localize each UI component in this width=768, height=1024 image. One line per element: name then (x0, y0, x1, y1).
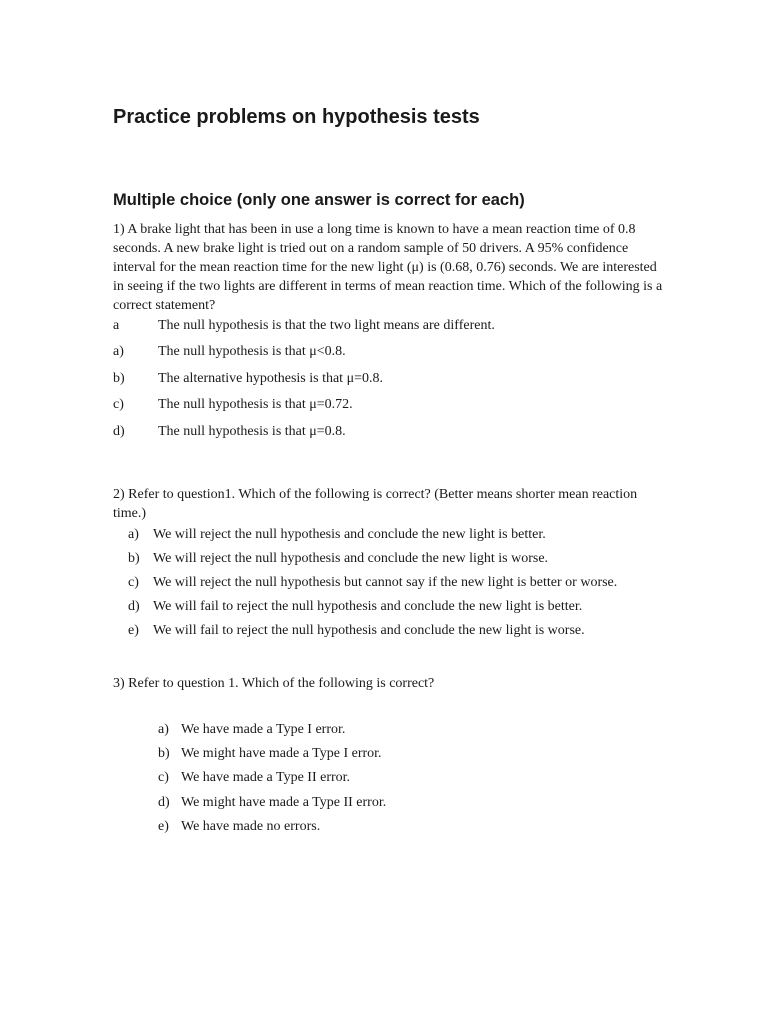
option-marker: a) (158, 722, 169, 737)
option-text: The null hypothesis is that μ=0.8. (158, 424, 346, 439)
section-heading: Multiple choice (only one answer is correct for each) (113, 191, 525, 209)
option-marker: b) (128, 551, 140, 566)
option-text: We might have made a Type I error. (181, 746, 382, 761)
question-1-text: 1) A brake light that has been in use a long time is known to have a mean reaction time of 0.8 seconds. A new brake light is tried out on a random sample of 50 drivers. A 95% confidence interval for the mean reaction time for the new light (μ) is (0.68, 0.76) seconds. We are interested in seeing if the two lights are different in terms of mean reaction time. Which of the following is a correct statement? (113, 222, 663, 313)
question-3-text: 3) Refer to question 1. Which of the following is correct? (113, 676, 435, 691)
option-text: The null hypothesis is that the two light means are different. (158, 318, 495, 333)
option-marker: b) (158, 746, 170, 761)
option-text: We will reject the null hypothesis and conclude the new light is better. (153, 527, 546, 542)
option-text: We will fail to reject the null hypothesis and conclude the new light is better. (153, 599, 583, 614)
option-text: We will reject the null hypothesis and conclude the new light is worse. (153, 551, 549, 566)
option-marker: d) (158, 795, 170, 810)
option-text: We have made a Type I error. (181, 722, 346, 737)
option-marker: d) (113, 424, 125, 439)
option-marker: b) (113, 371, 125, 386)
option-marker: c) (158, 770, 169, 785)
option-marker: a) (113, 344, 124, 359)
option-marker: d) (128, 599, 140, 614)
option-text: The null hypothesis is that μ=0.72. (158, 397, 353, 412)
option-text: We have made a Type II error. (181, 770, 351, 785)
option-text: We have made no errors. (181, 819, 321, 834)
option-text: We will reject the null hypothesis but cannot say if the new light is better or worse. (153, 575, 618, 590)
question-2-text: 2) Refer to question1. Which of the following is correct? (Better means shorter mean reaction time.) (113, 487, 638, 521)
option-marker: e) (128, 623, 139, 638)
option-text: We might have made a Type II error. (181, 795, 387, 810)
page-title: Practice problems on hypothesis tests (113, 106, 480, 128)
option-marker: a (113, 318, 120, 333)
option-marker: e) (158, 819, 169, 834)
option-marker: c) (128, 575, 139, 590)
option-text: The null hypothesis is that μ<0.8. (158, 344, 346, 359)
option-marker: a) (128, 527, 139, 542)
option-marker: c) (113, 397, 124, 412)
option-text: We will fail to reject the null hypothesis and conclude the new light is worse. (153, 623, 585, 638)
option-text: The alternative hypothesis is that μ=0.8. (158, 371, 383, 386)
